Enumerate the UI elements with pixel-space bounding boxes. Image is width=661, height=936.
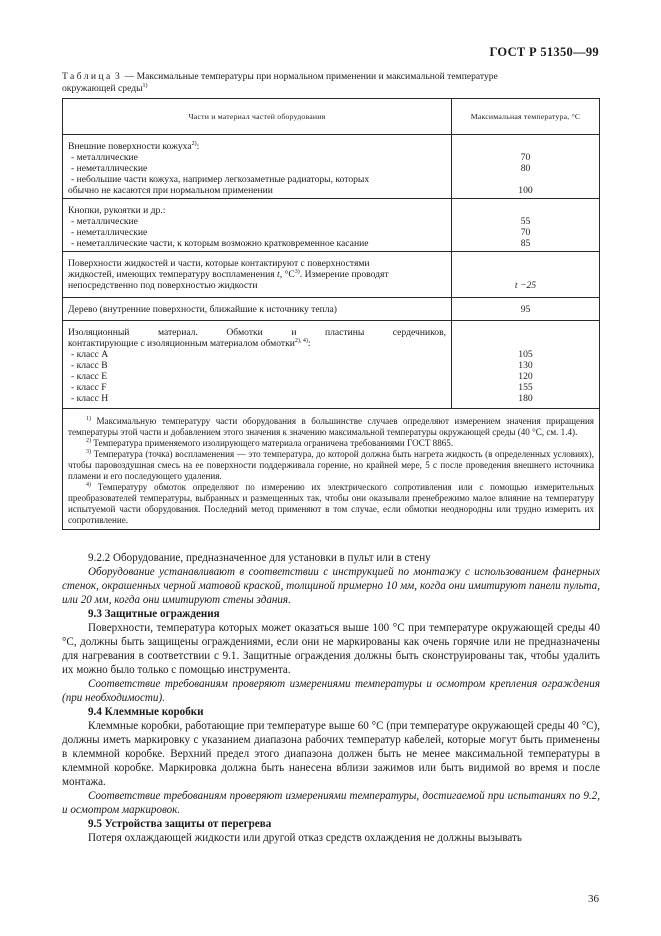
section-9-4-compliance: Соответствие требованиям проверяют измерениями температуры, достигаемой при испытаниях по 9.2, и осмотром маркировок. — [62, 790, 600, 816]
section-9-3-title: 9.3 Защитные ограждения — [88, 608, 220, 620]
document-header: ГОСТ Р 51350—99 — [489, 45, 599, 59]
row-value: 70 — [520, 227, 531, 238]
row-value: 85 — [520, 238, 531, 249]
row-item: - небольшие части кожуха, например легкозаметные радиаторы, которых — [71, 174, 370, 185]
document-body — [62, 551, 600, 845]
row-value: 105 — [518, 349, 533, 360]
row-text: непосредственно под поверхностью жидкости — [68, 280, 258, 291]
row-text: Изоляционный материал. Обмотки и пластины сердечников, — [68, 327, 446, 338]
table-caption-number: 3 — [115, 71, 123, 82]
footnote-3: $^{3)}$ Температура (точка) воспламенения — это температура, до которой должна быть нагрета жидкость (в определенных условиях), чтобы паровоздушная смесь на ее поверхности поддерживала горение, но крайней мере, 5 с после проведения внешнего источника пламени и его последующего удаления. — [68, 449, 594, 481]
section-9-3-compliance: Соответствие требованиям проверяют измерениями температуры и осмотром крепления ограждения (при необходимости). — [62, 678, 600, 704]
footnote-4: $^{4)}$ Температуру обмоток определяют по измерению их электрического сопротивления или с помощью измерительных преобразователей температуры, выбранных и размещенных так, чтобы они оказывали пренебрежимо малое влияние на температуру испытуемой части оборудования. Последний метод применяют в том случае, если обмотки неоднородны или трудно измерить их сопротивление. — [68, 482, 594, 525]
row-item: - класс А — [71, 349, 109, 360]
row-value: 100 — [518, 185, 533, 196]
table-caption-text: — Максимальные температуры при нормальном применении и максимальной температуре — [124, 71, 498, 82]
row-title: Кнопки, рукоятки и др.: — [68, 205, 166, 216]
table-caption — [62, 71, 600, 94]
temperature-table — [62, 98, 600, 530]
table-footnotes-row — [63, 409, 600, 530]
row-item: - неметаллические — [71, 163, 148, 174]
row-value: t −25 — [514, 280, 537, 291]
row-item: - класс Н — [71, 393, 109, 404]
row-value: 95 — [452, 298, 600, 321]
section-9-5-text: Потеря охлаждающей жидкости или другой отказ средств охлаждения не должны вызывать — [88, 832, 522, 844]
row-value: 180 — [518, 393, 533, 404]
row-value: 120 — [518, 371, 533, 382]
table-row-knobs — [63, 199, 600, 252]
row-item: обычно не касаются при нормальном применении — [68, 185, 273, 196]
row-value: 80 — [520, 163, 531, 174]
table-header-row — [63, 99, 600, 135]
page-number: 36 — [588, 893, 599, 905]
section-9-4-title: 9.4 Клеммные коробки — [88, 706, 204, 718]
row-value: 155 — [518, 382, 533, 393]
row-item: - класс Е — [71, 371, 108, 382]
row-value: 130 — [518, 360, 533, 371]
table-row-liquids: Поверхности жидкостей и части, которые контактируют с поверхностями жидкостей, имеющих температуру воспламенения t, $^\circ С^{3)}$. Измерение проводят непосредственно под поверхностью жидкости t −25 — [63, 252, 600, 298]
table-row-insulation: Изоляционный материал. Обмотки и пластины сердечников, контактирующие с изоляционным материалом обмотки$^{2), 4)}$: - класс А - класс В - класс Е - класс F - класс Н 105 130 120 155 180 — [63, 321, 600, 409]
row-text: Поверхности жидкостей и части, которые контактируют с поверхностями — [68, 258, 370, 269]
col2-header: Максимальная температура, °С — [452, 99, 600, 135]
footnote-1: $^{1)}$ Максимальную температуру части оборудования в большинстве случаев определяют измерением значения приращения температуры этой части и добавлением этого значения к значению максимальной температуры окружающей среды (40 °С, см. 1.4). — [68, 416, 594, 437]
row-item: - класс В — [71, 360, 108, 371]
footnote-2: $^{2)}$ Температура применяемого изолирующего материала ограничена требованиями ГОСТ 8865. — [86, 438, 454, 448]
row-text: Дерево (внутренние поверхности, ближайшие к источнику тепла) — [63, 298, 452, 321]
section-9-3-text: Поверхности, температура которых может оказаться выше 100 °С при температуре окружающей среды 40 °С, должны быть защищены ограждениями, если они не маркированы как очень горячие или не предназначены для нагревания в соответствии с 9.1. Защитные ограждения должны быть сконструированы так, чтобы удалить их можно было только с помощью инструмента. — [62, 622, 600, 676]
row-item: - металлические — [71, 152, 138, 163]
table-row-wood — [63, 298, 600, 321]
section-9-4-text: Клеммные коробки, работающие при температуре выше 60 °С (при температуре окружающей среды 40 °С), должны иметь маркировку с указанием диапазона рабочих температур кабелей, которые могут быть применены в клеммной коробке. Верхний предел этого диапазона должен быть не менее максимальной температуры в клеммной коробке. Маркировка должна быть нанесена вблизи зажимов или быть видимой во время и после монтажа. — [62, 720, 600, 788]
row-value: 70 — [520, 152, 531, 163]
row-item: - металлические — [71, 216, 138, 227]
section-9-2-2-title: 9.2.2 Оборудование, предназначенное для установки в пульт или в стену — [88, 552, 431, 564]
table-caption-word: Таблица — [62, 71, 113, 82]
section-9-5-title: 9.5 Устройства защиты от перегрева — [88, 818, 272, 830]
table-caption-text-2: окружающей среды — [62, 82, 143, 94]
row-value: 55 — [520, 216, 531, 227]
section-9-2-2-text: Оборудование устанавливают в соответствии с инструкцией по монтажу с использованием фанерных стенок, окрашенных черной матовой краской, толщиной примерно 10 мм, когда они имитируют панели пульта, или 20 мм, когда они имитируют стены здания. — [62, 566, 600, 606]
row-item: - класс F — [71, 382, 107, 393]
row-item: - неметаллические — [71, 227, 148, 238]
table-caption-footnote-ref: 1) — [142, 82, 148, 89]
table-row-enclosure: Внешние поверхности кожуха$^{2)}$: - металлические - неметаллические - небольшие части кожуха, например легкозаметные радиаторы, которых обычно не касаются при нормальном применении 70 80 100 — [63, 135, 600, 199]
col1-header: Части и материал частей оборудования — [63, 99, 452, 135]
row-item: - неметаллические части, к которым возможно кратковременное касание — [71, 238, 369, 249]
row-title: Внешние поверхности кожуха — [68, 141, 192, 152]
